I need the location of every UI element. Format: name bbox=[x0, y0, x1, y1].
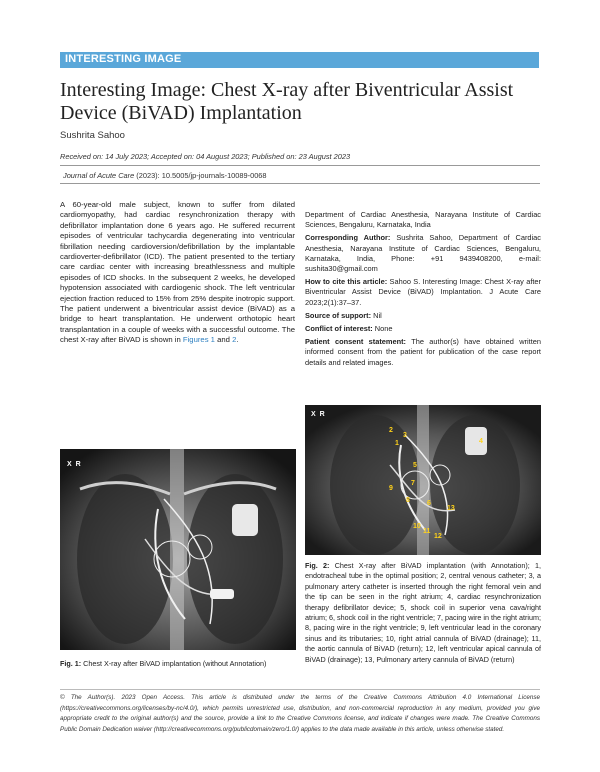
marker-7: 7 bbox=[411, 480, 415, 487]
figure-2-caption-text: Chest X-ray after BiVAD implantation (with Annotation); 1, endotracheal tube in the optimal position; 2, central venous catheter; 3, a pulmonary artery catheter is inserted through the right femoral vein and the tip can be seen in the right atrium; 4, cardiac resynchronization therapy defibrillator device; 5, shock coil in superior vena cava/right atrium; 6, shock coil in the right ventricle; 7, pacing wire in the right atrium; 8, pacing wire in the right ventricle; 9, left ventricular lead in the coronary sinus and its tributaries; 10, right atrial cannula of BiVAD (drainage); 11, the aortic cannula of BiVAD (return); 12, left ventricular apical cannula of BiVAD (drainage); 13, Pulmonary artery cannula of BiVAD (return) bbox=[305, 561, 541, 664]
marker-3: 3 bbox=[403, 432, 407, 439]
figure-2-caption bbox=[305, 561, 541, 665]
support-label: Source of support: bbox=[305, 310, 372, 320]
footer-divider bbox=[60, 689, 540, 690]
figure-2-caption-label: Fig. 2: bbox=[305, 561, 330, 570]
marker-9: 9 bbox=[389, 485, 393, 492]
affiliation: Department of Cardiac Anesthesia, Narayana Institute of Cardiac Sciences, Bengaluru, Karnataka, India bbox=[305, 210, 541, 230]
source-of-support bbox=[305, 311, 541, 321]
consent-text: The author(s) have obtained written informed consent from the patient for publication of the case report details and related images. bbox=[305, 337, 541, 367]
marker-4: 4 bbox=[479, 438, 483, 445]
figure-2-xray bbox=[305, 405, 541, 555]
marker-6: 6 bbox=[427, 500, 431, 507]
figure-1-xr-label: X R bbox=[67, 461, 82, 468]
figure-1-caption bbox=[60, 659, 266, 668]
divider-bottom bbox=[60, 183, 540, 184]
author-name: Sushrita Sahoo bbox=[60, 130, 125, 141]
conflict-label: Conflict of interest: bbox=[305, 324, 373, 334]
figure-2-link[interactable]: 2 bbox=[232, 335, 237, 345]
marker-11: 11 bbox=[423, 528, 431, 535]
marker-12: 12 bbox=[434, 533, 442, 540]
marker-1: 1 bbox=[395, 440, 399, 447]
corresponding-text: Sushrita Sahoo, Department of Cardiac Anesthesia, Narayana Institute of Cardiac Sciences, Bengaluru, Karnataka, India, Phone: +91 9439408200, e-mail: sushita30@gmail.com bbox=[305, 233, 541, 274]
conflict-of-interest bbox=[305, 324, 541, 334]
journal-name: Journal of Acute Care bbox=[63, 171, 135, 180]
divider-top bbox=[60, 165, 540, 166]
support-text: Nil bbox=[371, 310, 382, 320]
figure-2-xr-label: X R bbox=[311, 411, 326, 418]
section-banner-label: INTERESTING IMAGE bbox=[65, 53, 182, 65]
section-banner bbox=[60, 52, 539, 68]
cite-text: Sahoo S. Interesting Image: Chest X-ray after Biventricular Assist Device (BiVAD) Implantation. J Acute Care 2023;2(1):37–37. bbox=[305, 277, 541, 307]
journal-reference bbox=[63, 171, 267, 180]
consent-statement bbox=[305, 337, 541, 368]
figures-1-link[interactable]: Figures 1 bbox=[182, 335, 215, 345]
marker-13: 13 bbox=[447, 505, 455, 512]
marker-2: 2 bbox=[389, 427, 393, 434]
journal-doi: (2023): 10.5005/jp-journals-10089-0068 bbox=[134, 171, 267, 180]
figure-1-image bbox=[60, 449, 296, 650]
cite-label: How to cite this article: bbox=[305, 277, 388, 287]
consent-label: Patient consent statement: bbox=[305, 337, 407, 347]
article-title: Interesting Image: Chest X-ray after Biventricular Assist Device (BiVAD) Implantation bbox=[60, 79, 514, 124]
corresponding-label: Corresponding Author: bbox=[305, 233, 391, 243]
body-paragraph bbox=[60, 200, 295, 346]
conflict-text: None bbox=[372, 324, 393, 334]
citation bbox=[305, 277, 541, 308]
corresponding-author bbox=[305, 233, 541, 274]
marker-8: 8 bbox=[406, 497, 410, 504]
figure-1-caption-text: Chest X-ray after BiVAD implantation (without Annotation) bbox=[81, 659, 267, 668]
body-end: . bbox=[236, 335, 239, 345]
marker-5: 5 bbox=[413, 462, 417, 469]
body-text: A 60-year-old male subject, known to suffer from dilated cardiomyopathy, had cardiac resynchronization therapy with defibrillator implantation done 6 years ago. He suffered recurrent episodes of ventricular tachycardia degenerating into ventricular fibrillation needing cardioversion/defibrillation by the implantable cardioverter-defibrillator (ICD). The patient presented to the tertiary care cardiac center with increasing breathlessness and multiple episodes of ICD shocks. In the subsequent 2 weeks, he developed hypotension associated with cardiogenic shock. The left ventricular ejection fraction reduced to 15% from 25% despite inotropic support. The patient underwent a biventricular assist device (BiVAD) as a bridge to heart transplantation. He underwent orthotopic heart transplantation in a couple of weeks with a successful outcome. The chest X-ray after BiVAD is shown in bbox=[60, 200, 295, 345]
marker-10: 10 bbox=[413, 523, 421, 530]
body-and: and bbox=[214, 335, 233, 345]
figure-1-xray bbox=[60, 449, 296, 650]
license-footer: © The Author(s). 2023 Open Access. This article is distributed under the terms of the Creative Commons Attribution 4.0 International License (https://creativecommons.org/licenses/by-nc/4.0/), which permits unrestricted use, distribution, and non-commercial reproduction in any medium, provided you give appropriate credit to the original author(s) and the source, provide a link to the Creative Commons license, and indicate if changes were made. The Creative Commons Public Domain Dedication waiver (http://creativecommons.org/publicdomain/zero/1.0/) applies to the data made available in this article, unless otherwise stated. bbox=[60, 694, 540, 733]
article-info bbox=[305, 210, 541, 371]
figure-1-caption-label: Fig. 1: bbox=[60, 659, 82, 668]
publication-dates: Received on: 14 July 2023; Accepted on: 04 August 2023; Published on: 23 August 2023 bbox=[60, 152, 351, 161]
